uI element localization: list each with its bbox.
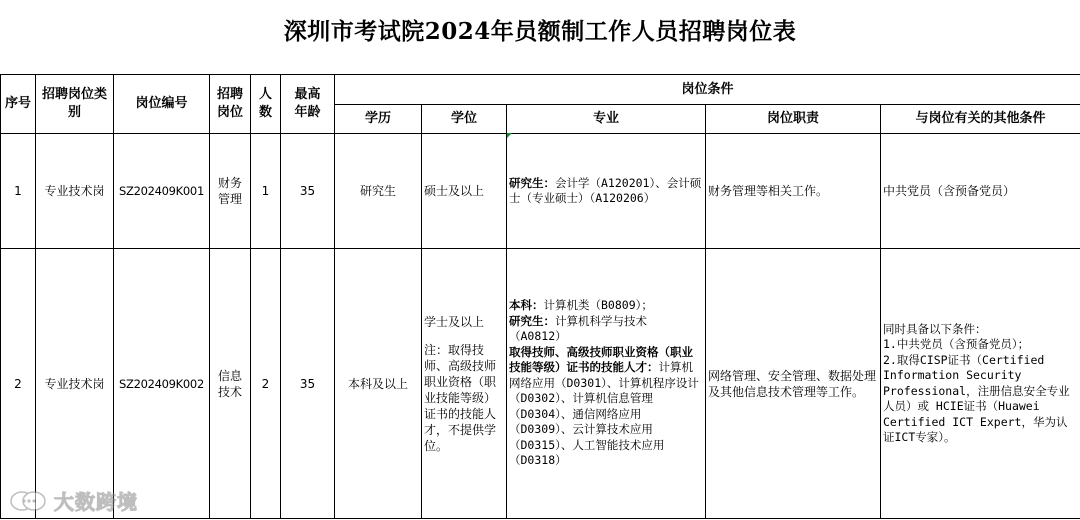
row-max-age: 35 (281, 249, 335, 519)
row-other: 中共党员（含预备党员） (881, 134, 1080, 249)
major-label: 本科： (509, 298, 544, 313)
row-max-age: 35 (281, 134, 335, 249)
chat-bubble-logo-icon (8, 489, 48, 513)
header-major: 专业 (507, 105, 706, 134)
other-line: 2.取得CISP证书（Certified Information Security Professional，注册信息安全专业人员）或 HCIE证书（Huawei Certified ICT Expert，华为认证ICT专家）。 (883, 352, 1070, 444)
row-position: 财务管理 (210, 134, 251, 249)
row-major (507, 134, 706, 249)
row-major (507, 249, 706, 519)
header-position: 招聘岗位 (210, 75, 251, 134)
header-duties: 岗位职责 (706, 105, 881, 134)
header-education: 学历 (335, 105, 422, 134)
spacer-row (0, 58, 1080, 75)
other-line: 同时具备以下条件： (883, 321, 987, 336)
header-other: 与岗位有关的其他条件 (881, 105, 1080, 134)
row-degree: 硕士及以上 (422, 134, 507, 249)
header-conditions: 岗位条件 (335, 75, 1080, 105)
major-text: 会计学（A120201）、会计硕士（专业硕士）（A120206） (509, 175, 702, 205)
major-text: 计算机网络应用（D0301）、计算机程序设计（D0302）、计算机信息管理（D0304）、通信网络应用（D0309）、云计算技术应用（D0315）、人工智能技术应用（D0318） (509, 360, 699, 468)
header-code: 岗位编号 (114, 75, 210, 134)
row-position: 信息技术 (210, 249, 251, 519)
row-education: 本科及以上 (335, 249, 422, 519)
table-row (1, 249, 1080, 519)
major-label: 研究生： (509, 175, 555, 190)
recruitment-table (0, 74, 1080, 519)
title-band (0, 0, 1080, 59)
row-seq: 2 (1, 249, 36, 519)
header-seq: 序号 (1, 75, 36, 134)
major-label: 研究生： (509, 313, 555, 328)
other-line: 1.中共党员（含预备党员）； (883, 337, 1030, 351)
major-text: 计算机科学与技术（A0812） (509, 313, 647, 344)
degree-note: 注：取得技师、高级技师职业资格（职业技能等级）证书的技能人才，不提供学位。 (424, 342, 497, 453)
row-seq: 1 (1, 134, 36, 249)
row-category: 专业技术岗 (36, 134, 114, 249)
header-category: 招聘岗位类别 (36, 75, 114, 134)
row-other (881, 249, 1080, 519)
header-max-age: 最高年龄 (281, 75, 335, 134)
row-category: 专业技术岗 (36, 249, 114, 519)
row-count: 2 (251, 249, 281, 519)
header-row-1 (1, 75, 1080, 105)
watermark-text: 大数跨境 (54, 490, 138, 514)
row-education: 研究生 (335, 134, 422, 249)
row-code: SZ202409K002 (114, 249, 210, 519)
row-duties: 财务管理等相关工作。 (706, 134, 881, 249)
major-text: 计算机类（B0809）； (543, 298, 653, 313)
row-duties: 网络管理、安全管理、数据处理及其他信息技术管理等工作。 (706, 249, 881, 519)
header-degree: 学位 (422, 105, 507, 134)
row-degree (422, 249, 507, 519)
table-row (1, 134, 1080, 249)
page-title: 深圳市考试院2024年员额制工作人员招聘岗位表 (283, 17, 797, 45)
watermark (8, 486, 138, 515)
header-count: 人数 (251, 75, 281, 134)
cell-comment-marker (507, 133, 512, 138)
row-code: SZ202409K001 (114, 134, 210, 249)
major-label: 取得技师、高级技师职业资格（职业技能等级）证书的技能人才： (509, 344, 693, 375)
degree-line: 学士及以上 (424, 314, 485, 329)
row-count: 1 (251, 134, 281, 249)
